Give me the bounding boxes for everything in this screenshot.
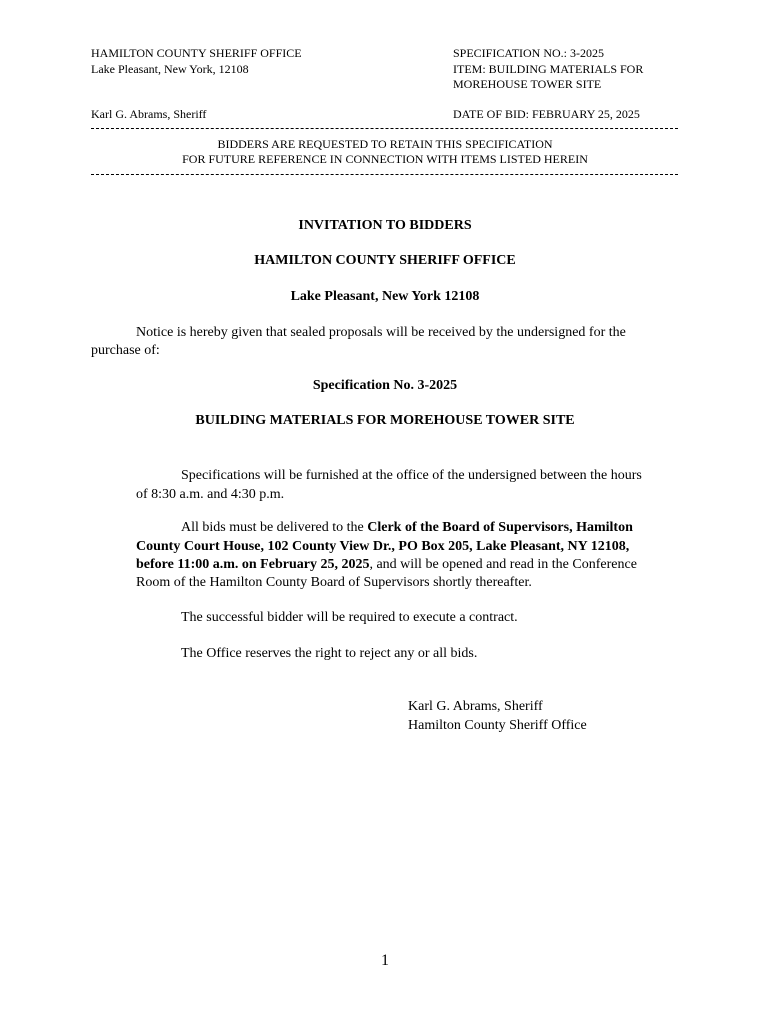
specification-item: BUILDING MATERIALS FOR MOREHOUSE TOWER SITE: [195, 413, 575, 428]
delivery-line2: [136, 538, 629, 556]
header-item-line1: ITEM: BUILDING MATERIALS FOR: [453, 62, 644, 76]
divider-bottom: [91, 174, 678, 175]
notice-line1: BIDDERS ARE REQUESTED TO RETAIN THIS SPECIFICATION: [217, 137, 553, 151]
delivery-address: County Court House, 102 County View Dr., PO Box 205, Lake Pleasant, NY 12108,: [136, 539, 630, 554]
header-item-line2: MOREHOUSE TOWER SITE: [453, 77, 602, 91]
header-spec-no: SPECIFICATION NO.: 3-2025: [453, 46, 605, 60]
delivery-clerk: Clerk of the Board of Supervisors, Hamilton: [367, 520, 633, 535]
header-date-of-bid: DATE OF BID: FEBRUARY 25, 2025: [453, 107, 640, 121]
specification-number: Specification No. 3-2025: [312, 378, 458, 393]
header-address: Lake Pleasant, New York, 12108: [91, 62, 249, 76]
delivery-line3: [136, 556, 637, 574]
intro-line1: Notice is hereby given that sealed proposals will be received by the undersigned for the: [136, 325, 626, 340]
title-location: Lake Pleasant, New York 12108: [290, 289, 480, 304]
contract-text: The successful bidder will be required to execute a contract.: [181, 610, 518, 625]
reserve-text: The Office reserves the right to reject any or all bids.: [181, 646, 478, 661]
intro-line2: purchase of:: [91, 343, 160, 358]
delivery-tail: , and will be opened and read in the Conference: [369, 557, 637, 572]
header-sheriff: Karl G. Abrams, Sheriff: [91, 107, 207, 121]
hours-line2: of 8:30 a.m. and 4:30 p.m.: [136, 487, 285, 502]
signature-name: Karl G. Abrams, Sheriff: [408, 699, 543, 714]
page-number: 1: [381, 952, 389, 969]
hours-line1: Specifications will be furnished at the office of the undersigned between the hours: [181, 468, 642, 483]
signature-office: Hamilton County Sheriff Office: [408, 718, 587, 733]
title-invitation: INVITATION TO BIDDERS: [298, 218, 472, 233]
delivery-lead: All bids must be delivered to the: [181, 520, 368, 535]
divider-top: [91, 128, 678, 129]
header-office: HAMILTON COUNTY SHERIFF OFFICE: [91, 46, 302, 60]
title-office: HAMILTON COUNTY SHERIFF OFFICE: [254, 253, 516, 268]
delivery-line4: Room of the Hamilton County Board of Supervisors shortly thereafter.: [136, 575, 532, 590]
delivery-line1: [181, 519, 633, 537]
notice-line2: FOR FUTURE REFERENCE IN CONNECTION WITH ITEMS LISTED HEREIN: [182, 152, 588, 166]
delivery-deadline: before 11:00 a.m. on February 25, 2025: [136, 557, 370, 572]
